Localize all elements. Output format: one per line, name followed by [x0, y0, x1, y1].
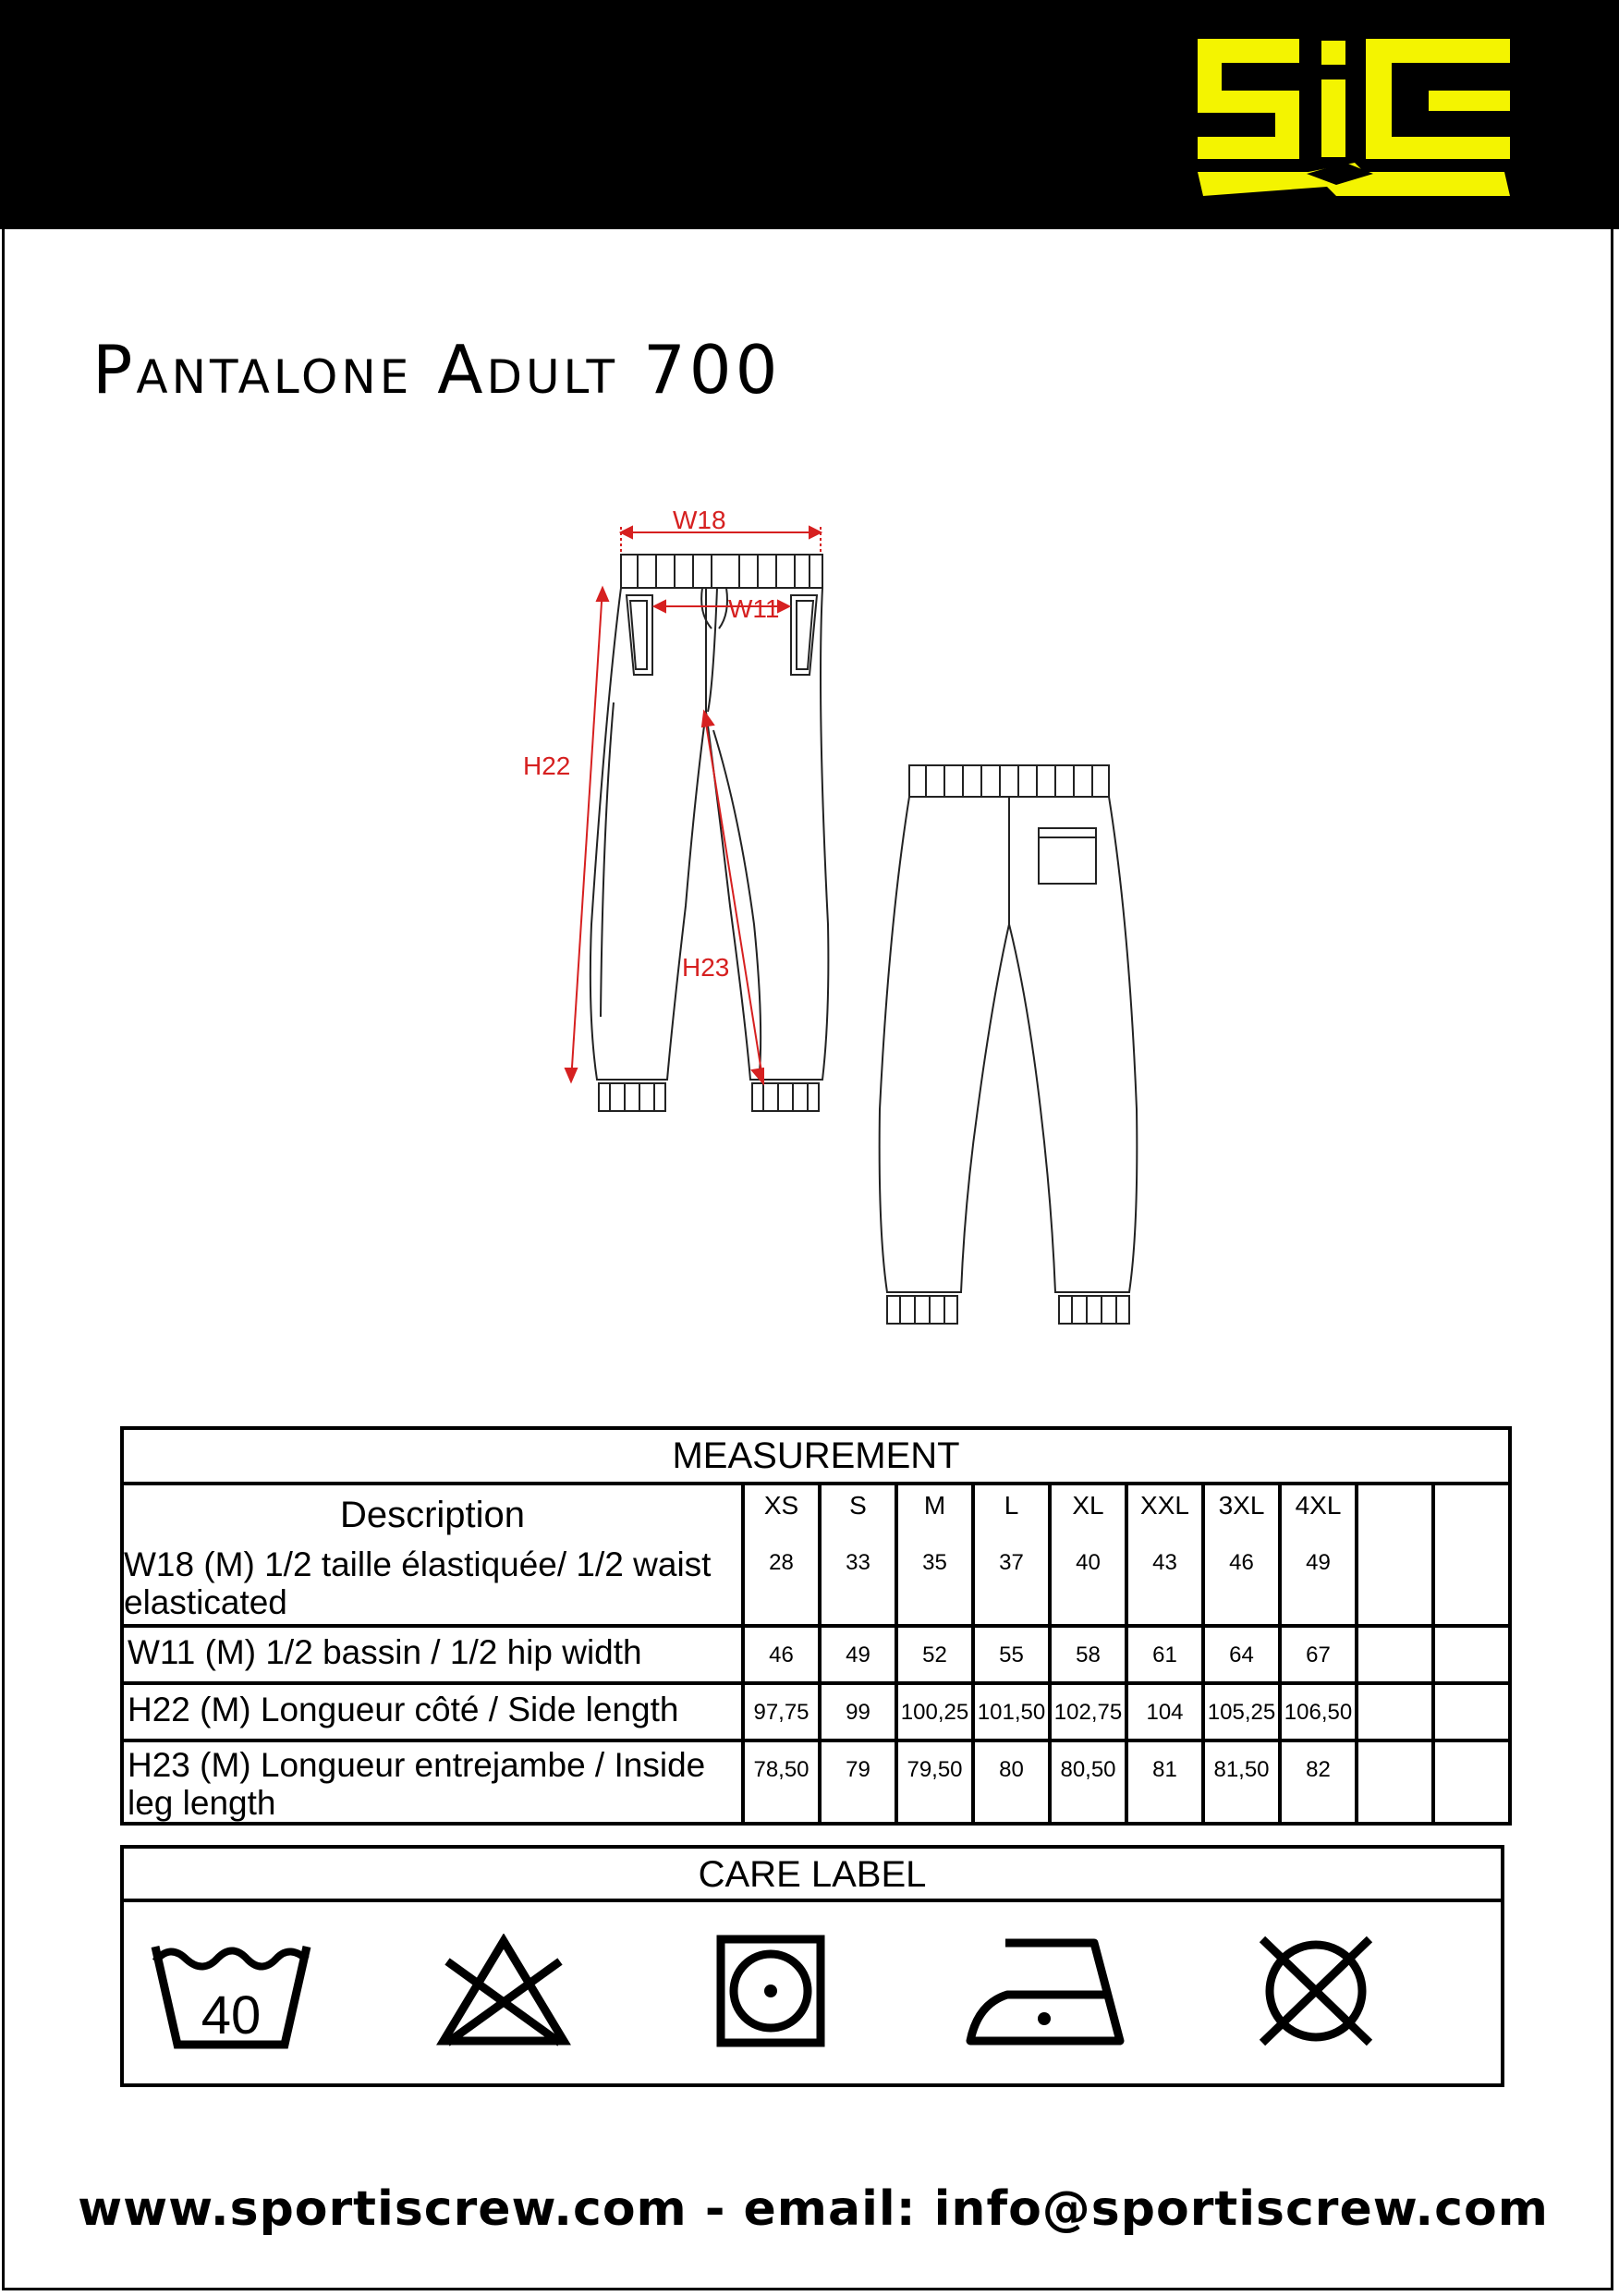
- size-xs: XS 28: [743, 1484, 820, 1626]
- size-4xl: 4XL 49: [1280, 1484, 1357, 1626]
- pants-technical-drawing: [499, 499, 1201, 1331]
- cell-w18-m: 35: [922, 1550, 947, 1575]
- cell-w18-l: 37: [999, 1550, 1024, 1575]
- cell-w11-xs: 46: [743, 1626, 820, 1683]
- cell-h22-3xl: 105,25: [1203, 1683, 1280, 1740]
- cell-w18-4xl: 49: [1306, 1550, 1331, 1575]
- front-view-pants: [590, 555, 829, 1111]
- cell-w11-3xl: 64: [1203, 1626, 1280, 1683]
- header-bar: [0, 0, 1619, 229]
- cell-w18-xxl: 43: [1152, 1550, 1177, 1575]
- row-label-w18: W18 (M) 1/2 taille élastiquée/ 1/2 waist elasticated: [124, 1545, 712, 1621]
- size-l: L 37: [973, 1484, 1050, 1626]
- cell-h23-xxl: 81: [1126, 1740, 1203, 1824]
- cell-w11-blank-2: [1433, 1626, 1510, 1683]
- measurement-table: [120, 1426, 1512, 1826]
- page-title: Pantalone Adult 700: [92, 331, 782, 409]
- tumble-dry-icon: [715, 1934, 826, 2048]
- cell-w11-xl: 58: [1050, 1626, 1126, 1683]
- cell-h22-blank-1: [1357, 1683, 1433, 1740]
- no-dry-clean-icon: [1253, 1934, 1379, 2048]
- row-label-h23: H23 (M) Longueur entrejambe / Inside leg length: [122, 1740, 743, 1824]
- size-xl: XL 40: [1050, 1484, 1126, 1626]
- cell-w11-xxl: 61: [1126, 1626, 1203, 1683]
- cell-h22-xxl: 104: [1126, 1683, 1203, 1740]
- wash-temperature: 40: [201, 1985, 262, 2046]
- cell-w11-s: 49: [820, 1626, 896, 1683]
- no-bleach-icon: [434, 1934, 573, 2050]
- brand-logo: [1198, 33, 1510, 196]
- row-label-h22: H22 (M) Longueur côté / Side length: [122, 1683, 743, 1740]
- cell-h23-l: 80: [973, 1740, 1050, 1824]
- cell-h22-l: 101,50: [973, 1683, 1050, 1740]
- cell-h23-xs: 78,50: [743, 1740, 820, 1824]
- cell-w11-l: 55: [973, 1626, 1050, 1683]
- h22-label: H22: [523, 751, 571, 780]
- description-header: Description W18 (M) 1/2 taille élastiquée/ 1/2 waist elasticated: [122, 1484, 743, 1626]
- cell-w18-xs: 28: [769, 1550, 794, 1575]
- cell-h22-xl: 102,75: [1050, 1683, 1126, 1740]
- cell-h23-blank-1: [1357, 1740, 1433, 1824]
- care-icons-row: [124, 1902, 1501, 2083]
- cell-h22-4xl: 106,50: [1280, 1683, 1357, 1740]
- size-m: M 35: [896, 1484, 973, 1626]
- footer-contact: www.sportiscrew.com - email: info@sportiscrew.com: [78, 2181, 1549, 2237]
- h23-label: H23: [682, 953, 730, 982]
- cell-w11-4xl: 67: [1280, 1626, 1357, 1683]
- w11-label: W11: [728, 594, 780, 623]
- cell-w11-blank-1: [1357, 1626, 1433, 1683]
- care-label-title: CARE LABEL: [124, 1849, 1501, 1902]
- cell-h23-4xl: 82: [1280, 1740, 1357, 1824]
- h23-arrow: [704, 712, 763, 1083]
- back-view-pants: [880, 765, 1138, 1324]
- cell-w18-s: 33: [846, 1550, 870, 1575]
- cell-h23-3xl: 81,50: [1203, 1740, 1280, 1824]
- cell-w11-m: 52: [896, 1626, 973, 1683]
- w18-label: W18: [673, 506, 726, 534]
- iron-low-icon: [965, 1934, 1127, 2048]
- cell-h22-m: 100,25: [896, 1683, 973, 1740]
- row-label-w11: W11 (M) 1/2 bassin / 1/2 hip width: [122, 1626, 743, 1683]
- cell-h23-s: 79: [820, 1740, 896, 1824]
- cell-h22-blank-2: [1433, 1683, 1510, 1740]
- cell-h23-m: 79,50: [896, 1740, 973, 1824]
- size-s: S 33: [820, 1484, 896, 1626]
- wash-40-icon: [150, 1934, 312, 2054]
- size-blank-2: [1433, 1484, 1510, 1626]
- cell-h23-xl: 80,50: [1050, 1740, 1126, 1824]
- cell-w18-3xl: 46: [1229, 1550, 1254, 1575]
- cell-w18-xl: 40: [1076, 1550, 1101, 1575]
- measurement-title: MEASUREMENT: [122, 1428, 1510, 1484]
- size-blank-1: [1357, 1484, 1433, 1626]
- cell-h22-xs: 97,75: [743, 1683, 820, 1740]
- care-label-box: [120, 1845, 1504, 2087]
- size-xxl: XXL 43: [1126, 1484, 1203, 1626]
- cell-h22-s: 99: [820, 1683, 896, 1740]
- size-3xl: 3XL 46: [1203, 1484, 1280, 1626]
- cell-h23-blank-2: [1433, 1740, 1510, 1824]
